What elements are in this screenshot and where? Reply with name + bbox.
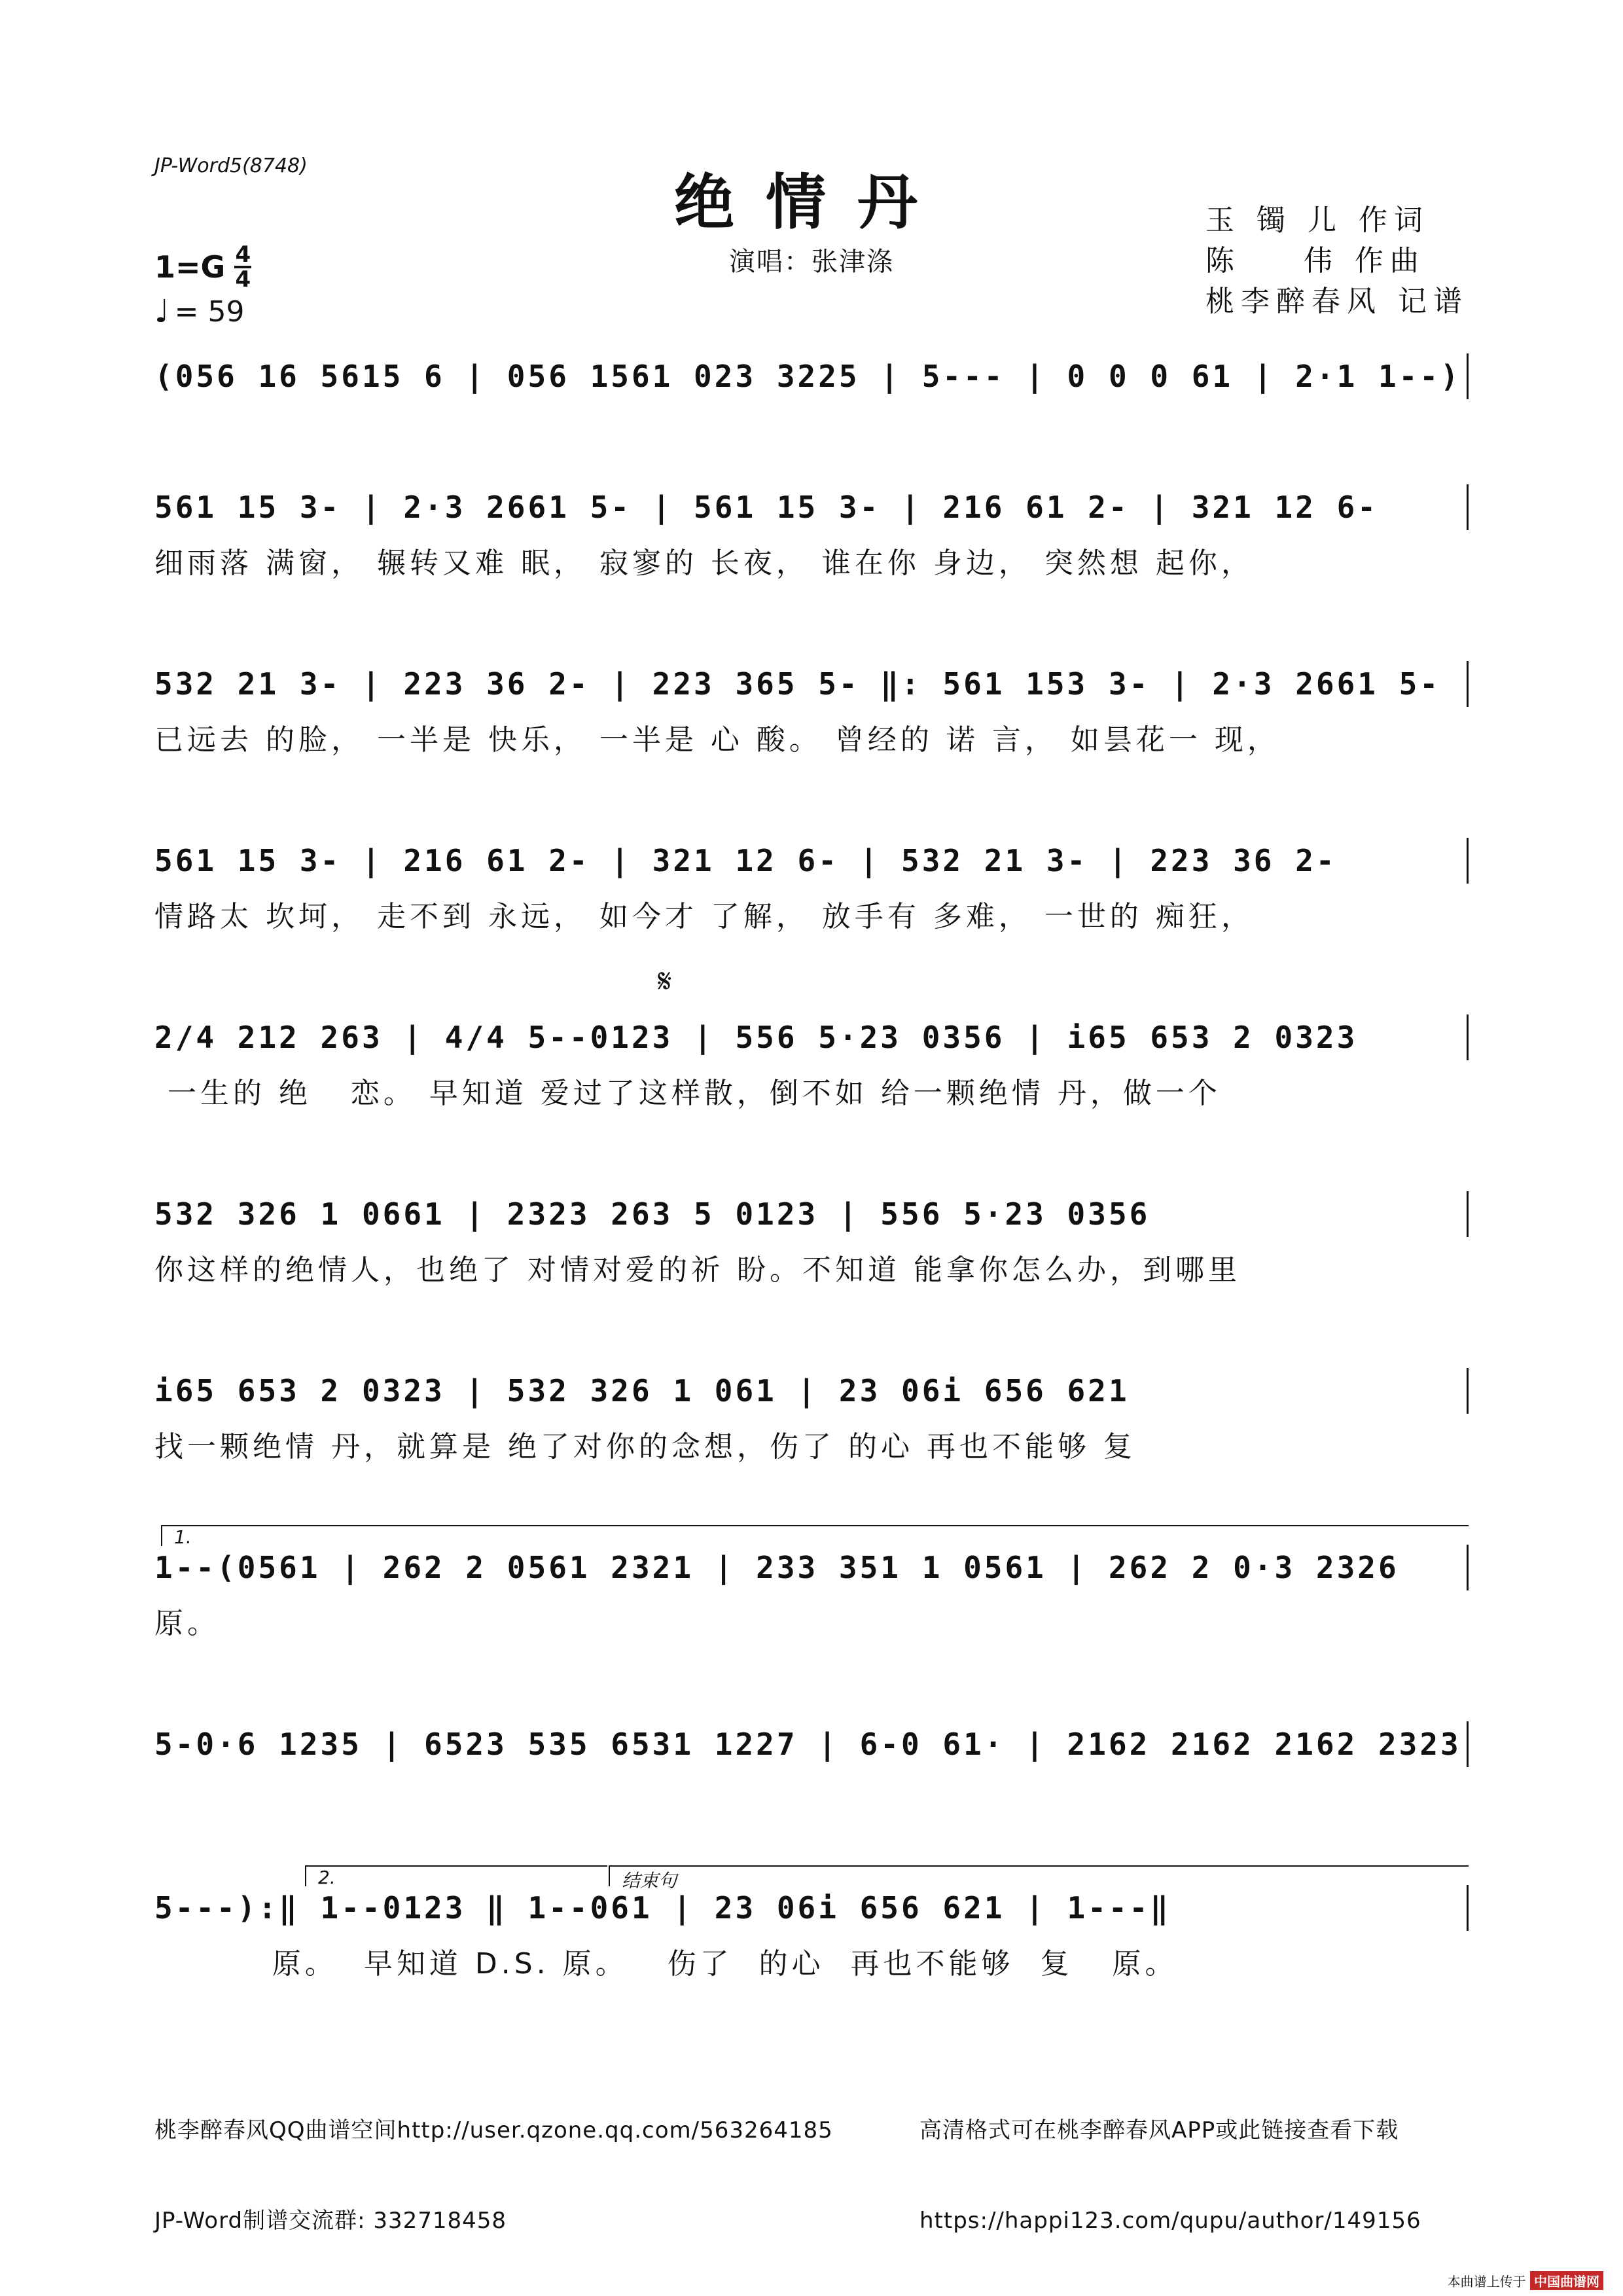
key-signature — [154, 243, 251, 291]
volta-first — [161, 1525, 1469, 1546]
composer-credit: 陈 伟 作曲 — [1205, 244, 1425, 278]
singer-credit: 演唱：张津涤 — [729, 247, 894, 277]
notation-line: 5---):‖ 1--0123 ‖ 1--061 | 23 06i 656 621 | 1---‖ — [154, 1890, 1171, 1926]
barline — [1467, 1014, 1469, 1060]
lyrics-line: 已远去 的脸， 一半是 快乐， 一半是 心 酸。 曾经的 诺 言， 如昙花一 现， — [154, 723, 1280, 757]
lyrics-line: 找一颗绝情 丹，就算是 绝了对你的念想，伤了 的心 再也不能够 复 — [154, 1430, 1136, 1463]
key-label: 1=G — [154, 249, 226, 285]
score-row — [154, 1885, 1469, 1981]
transcriber-credit: 桃李醉春风 记谱 — [1205, 285, 1469, 318]
time-signature — [234, 243, 251, 291]
footer-link[interactable]: https://happi123.com/qupu/author/149156 — [919, 2208, 1421, 2234]
lyrics-line: 细雨落 满窗， 辗转又难 眠， 寂寥的 长夜， 谁在你 身边， 突然想 起你， — [154, 547, 1254, 580]
lyrics-line: 原。 — [154, 1607, 220, 1640]
upload-badge — [1448, 2271, 1603, 2290]
volta-first-label: 1. — [174, 1526, 192, 1548]
lyricist-credit: 玉 镯 儿 作词 — [1205, 204, 1429, 237]
score-row — [154, 1545, 1469, 1640]
notation-line: (056 16 5615 6 | 056 1561 023 3225 | 5--- | 0 0 0 61 | 2·1 1--) — [154, 359, 1461, 394]
time-top: 4 — [235, 242, 251, 268]
software-label: JP-Word5(8748) — [154, 154, 308, 177]
quarter-note-icon: ♩ — [154, 293, 169, 330]
barline — [1467, 838, 1469, 884]
footer-left — [154, 2055, 833, 2266]
notation-line: 1--(0561 | 262 2 0561 2321 | 233 351 1 0561 | 262 2 0·3 2326 — [154, 1550, 1399, 1585]
footer-qzone[interactable]: 桃李醉春风QQ曲谱空间http://user.qzone.qq.com/563264185 — [154, 2117, 833, 2144]
score-row — [154, 1014, 1469, 1110]
notation-line: i65 653 2 0323 | 532 326 1 061 | 23 06i 656 621 — [154, 1373, 1130, 1408]
barline — [1467, 661, 1469, 707]
notation-line: 561 15 3- | 2·3 2661 5- | 561 15 3- | 216 61 2- | 321 12 6- — [154, 490, 1378, 525]
lyrics-line: 原。 早知道 D.S. 原。 伤了 的心 再也不能够 复 原。 — [154, 1947, 1178, 1981]
barline — [1467, 1885, 1469, 1931]
volta-ending — [609, 1865, 1469, 1886]
lyrics-line: 你这样的绝情人，也绝了 对情对爱的祈 盼。不知道 能拿你怎么办，到哪里 — [154, 1253, 1241, 1287]
volta-ending-label: 结束句 — [622, 1870, 677, 1892]
barline — [1467, 353, 1469, 399]
score-row — [154, 484, 1469, 580]
tempo-marking — [154, 293, 244, 330]
score-row — [154, 838, 1469, 933]
score-row — [154, 1191, 1469, 1287]
tempo-value: = 59 — [174, 295, 245, 329]
footer-right — [919, 2055, 1421, 2266]
volta-second — [305, 1865, 607, 1886]
notation-line: 5-0·6 1235 | 6523 535 6531 1227 | 6-0 61· | 2162 2162 2162 2323 — [154, 1727, 1461, 1762]
song-title: 绝情丹 — [673, 167, 949, 238]
time-bottom: 4 — [235, 266, 251, 293]
footer-app-note: 高清格式可在桃李醉春风APP或此链接查看下载 — [919, 2117, 1399, 2144]
credits — [1205, 200, 1469, 322]
score-row — [154, 1721, 1469, 1800]
score-row — [154, 353, 1469, 432]
score-row — [154, 1368, 1469, 1463]
segno-icon: 𝄋 — [658, 962, 672, 1000]
footer-group: JP-Word制谱交流群: 332718458 — [154, 2208, 507, 2234]
barline — [1467, 1191, 1469, 1237]
barline — [1467, 1368, 1469, 1414]
site-logo[interactable]: 中国曲谱网 — [1530, 2271, 1603, 2290]
volta-second-label: 2. — [318, 1867, 336, 1888]
lyrics-line: 情路太 坎坷， 走不到 永远， 如今才 了解， 放手有 多难， 一世的 痴狂， — [154, 900, 1254, 933]
notation-line: 532 326 1 0661 | 2323 263 5 0123 | 556 5·23 0356 — [154, 1196, 1150, 1232]
notation-line: 561 15 3- | 216 61 2- | 321 12 6- | 532 21 3- | 223 36 2- — [154, 843, 1337, 878]
score-row — [154, 661, 1469, 757]
lyrics-line: 一生的 绝 恋。 早知道 爱过了这样散，倒不如 给一颗绝情 丹，做一个 — [154, 1077, 1221, 1110]
barline — [1467, 484, 1469, 530]
notation-line: 532 21 3- | 223 36 2- | 223 365 5- ‖: 561 153 3- | 2·3 2661 5- — [154, 666, 1441, 702]
barline — [1467, 1721, 1469, 1767]
upload-text: 本曲谱上传于 — [1447, 2274, 1526, 2289]
barline — [1467, 1545, 1469, 1590]
notation-line: 2/4 212 263 | 4/4 5--0123 | 556 5·23 0356 | i65 653 2 0323 — [154, 1020, 1358, 1055]
